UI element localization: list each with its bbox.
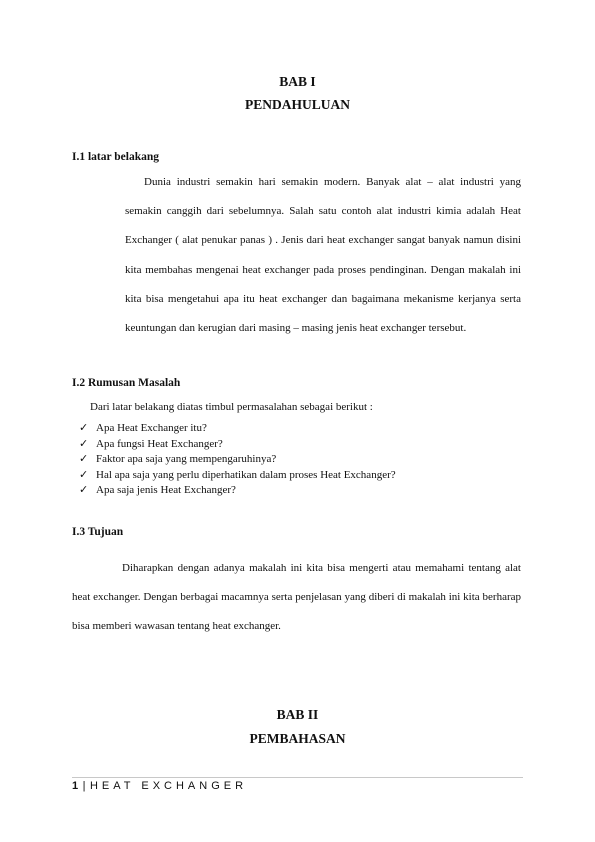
section-heading-rumusan-masalah: I.2 Rumusan Masalah — [72, 377, 181, 389]
checkmark-icon: ✓ — [79, 484, 89, 497]
checkmark-icon: ✓ — [79, 468, 89, 481]
footer-title: HEAT EXCHANGER — [89, 780, 248, 792]
chapter-title: PEMBAHASAN — [249, 731, 346, 746]
list-item — [79, 468, 396, 484]
chapter-number: BAB I — [279, 74, 316, 89]
paragraph-text: Dunia industri semakin hari semakin modern. Banyak alat – alat industri yang semakin canggih dari sebelumnya. Salah satu contoh alat industri kimia adalah Heat Exchanger ( alat penukar panas ) . Jenis dari heat exchanger sangat banyak namun disini kita membahas mengenai heat exchanger pada proses pendinginan. Dengan makalah ini kita bisa mengetahui apa itu heat exchanger dan bagaimana mekanisme kerjanya serta keuntungan dan kerugian dari masing – masing jenis heat exchanger tersebut. — [125, 176, 521, 335]
paragraph-latar-belakang — [125, 168, 521, 343]
checkmark-icon: ✓ — [79, 422, 89, 434]
section-heading-latar-belakang: I.1 latar belakang — [72, 151, 160, 163]
page-footer — [72, 780, 247, 792]
question-list — [79, 421, 396, 499]
list-item — [79, 452, 396, 468]
section-heading-tujuan: I.3 Tujuan — [72, 526, 124, 538]
chapter-title: PENDAHULUAN — [244, 97, 350, 112]
page-number: 1 — [72, 780, 79, 792]
paragraph-tujuan: Diharapkan dengan adanya makalah ini kita bisa mengerti atau memahami tentang alat heat exchanger. Dengan berbagai macamnya serta penjelasan yang diberi di makalah ini kita berharap bisa memberi wawasan tentang heat exchanger. — [72, 562, 521, 633]
list-item-text: Faktor apa saja yang mempengaruhinya? — [96, 453, 277, 466]
list-item-text: Apa fungsi Heat Exchanger? — [96, 437, 223, 450]
list-item — [79, 437, 396, 453]
list-item-text: Apa saja jenis Heat Exchanger? — [96, 484, 236, 497]
rumusan-intro: Dari latar belakang diatas timbul permasalahan sebagai berikut : — [90, 401, 373, 413]
list-item-text: Apa Heat Exchanger itu? — [96, 422, 207, 434]
list-item — [79, 421, 396, 437]
list-item — [79, 483, 396, 499]
list-item-text: Hal apa saja yang perlu diperhatikan dalam proses Heat Exchanger? — [96, 468, 396, 481]
checkmark-icon: ✓ — [79, 437, 89, 450]
chapter-number: BAB II — [276, 707, 319, 722]
checkmark-icon: ✓ — [79, 453, 89, 466]
footer-separator: | — [82, 780, 86, 792]
footer-divider — [72, 777, 523, 778]
